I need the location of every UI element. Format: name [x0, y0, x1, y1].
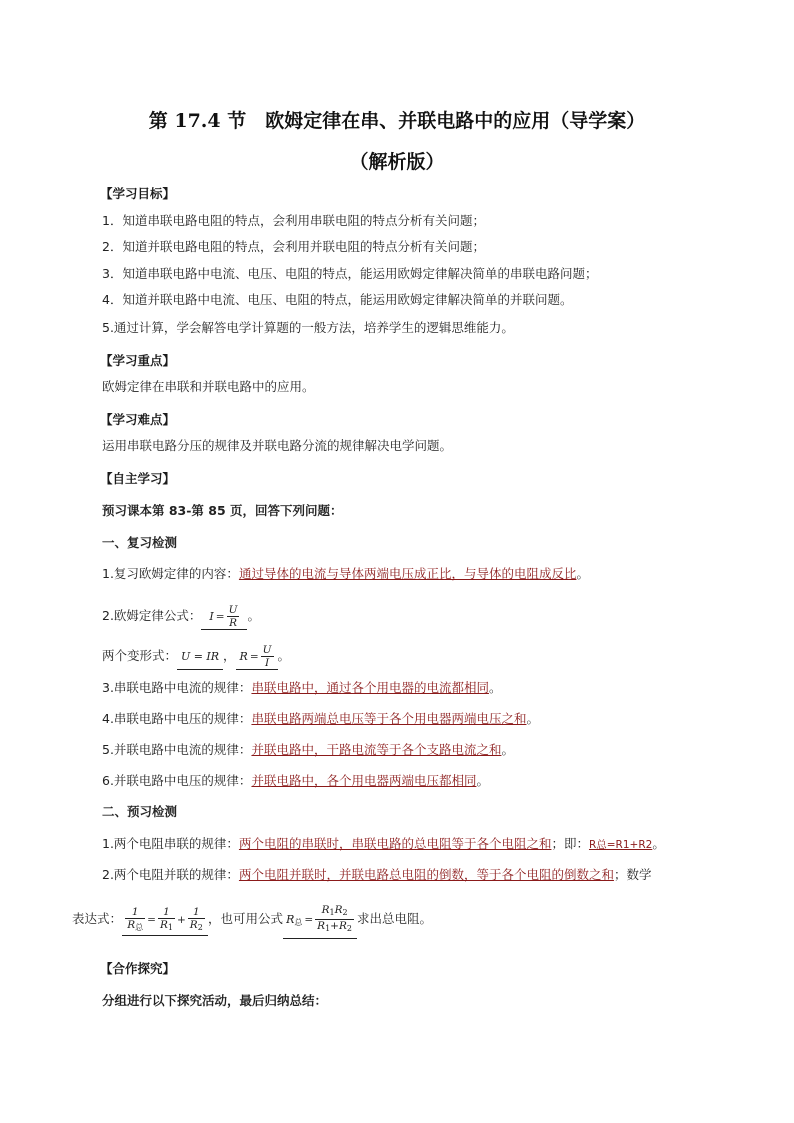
key-points-header: 【学习重点】 — [100, 353, 176, 368]
review-q5: 5.并联电路中电流的规律：并联电路中，干路电流等于各个支路电流之和。 — [102, 742, 514, 757]
key-points-text: 欧姆定律在串联和并联电路中的应用。 — [102, 379, 315, 394]
review-q1: 1.复习欧姆定律的内容：通过导体的电流与导体两端电压成正比，与导体的电阻成反比。 — [102, 566, 589, 581]
preview-p2: 2.两个电阻并联的规律：两个电阻并联时，并联电路总电阻的倒数，等于各个电阻的倒数之和；数学 — [102, 867, 652, 882]
cooperative-header: 【合作探究】 — [100, 961, 176, 976]
objective-item-4: 4．知道并联电路中电流、电压、电阻的特点，能运用欧姆定律解决简单的并联问题。 — [102, 292, 573, 307]
preview-p1: 1.两个电阻串联的规律：两个电阻的串联时，串联电路的总电阻等于各个电阻之和；即：R总=R1+R2。 — [102, 836, 665, 851]
review-q6: 6.并联电路中电压的规律：并联电路中，各个用电器两端电压都相同。 — [102, 773, 489, 788]
ohm-law-formula: I = $\frac{U}{R}$ — [201, 604, 247, 630]
cooperative-intro: 分组进行以下探究活动，最后归纳总结： — [102, 993, 328, 1008]
variant-formula-1: U = IR — [177, 644, 223, 670]
objective-item-1: 1．知道串联电路电阻的特点，会利用串联电阻的特点分析有关问题； — [102, 213, 485, 228]
self-study-header: 【自主学习】 — [100, 471, 176, 486]
review-q2: 2.欧姆定律公式： I = $\frac{U}{R}$ 。 — [102, 604, 260, 629]
objectives-header: 【学习目标】 — [100, 186, 176, 201]
difficulties-header: 【学习难点】 — [100, 412, 176, 427]
preview-p3: 表达式： $\frac{1}{R_总}$ = $\frac{1}{R_1}$ + $\frac{1}{R_2}$ ，也可用公式 $R_总$ = $\frac{R_1R_2}{R_1+R_2}$ 求出总电阻。 — [72, 904, 432, 939]
section-preview: 二、预习检测 — [102, 804, 178, 819]
review-q1-answer: 通过导体的电流与导体两端电压成正比，与导体的电阻成反比 — [238, 566, 577, 581]
variant-formula-2: R = $\frac{U}{I}$ — [236, 644, 278, 670]
objective-item-2: 2．知道并联电路电阻的特点，会利用并联电阻的特点分析有关问题； — [102, 239, 485, 254]
parallel-reciprocal-formula: $\frac{1}{R_总}$ = $\frac{1}{R_1}$ + $\frac{1}{R_2}$ — [122, 904, 208, 936]
self-study-intro: 预习课本第 83-第 85 页，回答下列问题： — [102, 503, 343, 518]
parallel-product-formula: $R_总$ = $\frac{R_1R_2}{R_1+R_2}$ — [283, 904, 357, 939]
review-q4: 4.串联电路中电压的规律：串联电路两端总电压等于各个用电器两端电压之和。 — [102, 711, 539, 726]
objective-item-5: 5.通过计算，学会解答电学计算题的一般方法，培养学生的逻辑思维能力。 — [102, 320, 514, 335]
series-formula: R总=R1+R2 — [588, 839, 653, 851]
objective-item-3: 3．知道串联电路中电流、电压、电阻的特点，能运用欧姆定律解决简单的串联电路问题； — [102, 266, 598, 281]
section-review: 一、复习检测 — [102, 535, 178, 550]
review-q2b: 两个变形式： U = IR ， R = $\frac{U}{I}$ 。 — [102, 644, 291, 669]
difficulties-text: 运用串联电路分压的规律及并联电路分流的规律解决电学问题。 — [102, 438, 453, 453]
page-subtitle: （解析版） — [349, 151, 445, 173]
page-title: 第 17.4 节 欧姆定律在串、并联电路中的应用（导学案） — [148, 110, 646, 132]
review-q3: 3.串联电路中电流的规律：串联电路中，通过各个用电器的电流都相同。 — [102, 680, 502, 695]
